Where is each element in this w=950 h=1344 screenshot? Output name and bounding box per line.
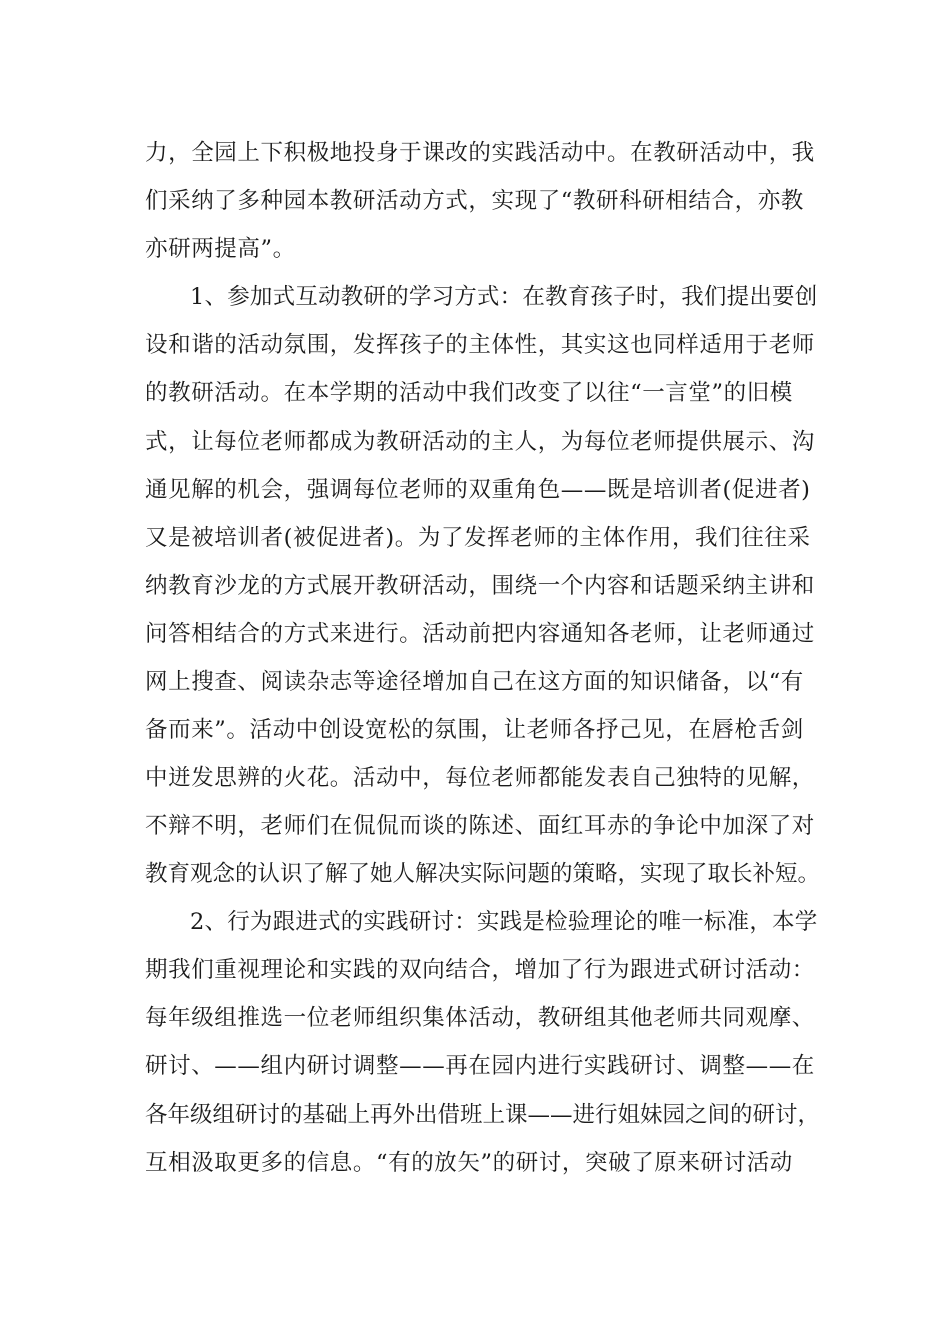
- text-line: 纳教育沙龙的方式展开教研活动，围绕一个内容和话题采纳主讲和: [145, 573, 815, 599]
- text-line: 互相汲取更多的信息。“有的放矢”的研讨，突破了原来研讨活动: [145, 1150, 793, 1176]
- text-line: 期我们重视理论和实践的双向结合，增加了行为跟进式研讨活动：: [145, 957, 815, 983]
- text-line: 的教研活动。在本学期的活动中我们改变了以往“一言堂”的旧模: [145, 380, 793, 406]
- paragraph-start-line: 1、参加式互动教研的学习方式：在教育孩子时，我们提出要创: [190, 284, 818, 310]
- paragraph-start-line: 2、行为跟进式的实践研讨：实践是检验理论的唯一标准，本学: [190, 909, 818, 935]
- text-line: 通见解的机会，强调每位老师的双重角色——既是培训者(促进者): [145, 477, 811, 503]
- text-line: 问答相结合的方式来进行。活动前把内容通知各老师，让老师通过: [145, 621, 815, 647]
- text-line: 网上搜查、阅读杂志等途径增加自己在这方面的知识储备，以“有: [145, 669, 804, 695]
- text-line: 各年级组研讨的基础上再外出借班上课——进行姐妹园之间的研讨，: [145, 1102, 821, 1128]
- text-line: 不辩不明，老师们在侃侃而谈的陈述、面红耳赤的争论中加深了对: [145, 813, 815, 839]
- text-line: 亦研两提高”。: [145, 236, 296, 262]
- text-line: 备而来”。活动中创设宽松的氛围，让老师各抒己见，在唇枪舌剑: [145, 717, 804, 743]
- text-line: 们采纳了多种园本教研活动方式，实现了“教研科研相结合，亦教: [145, 188, 804, 214]
- text-line: 研讨、——组内研讨调整——再在园内进行实践研讨、调整——在: [145, 1053, 815, 1079]
- text-line: 力，全园上下积极地投身于课改的实践活动中。在教研活动中，我: [145, 140, 815, 166]
- text-line: 又是被培训者(被促进者)。为了发挥老师的主体作用，我们往往采: [145, 525, 811, 551]
- text-line: 中迸发思辨的火花。活动中，每位老师都能发表自己独特的见解，: [145, 765, 815, 791]
- text-line: 每年级组推选一位老师组织集体活动，教研组其他老师共同观摩、: [145, 1005, 815, 1031]
- text-line: 设和谐的活动氛围，发挥孩子的主体性，其实这也同样适用于老师: [145, 332, 815, 358]
- text-line: 教育观念的认识了解了她人解决实际问题的策略，实现了取长补短。: [145, 861, 821, 887]
- text-line: 式，让每位老师都成为教研活动的主人，为每位老师提供展示、沟: [145, 429, 815, 455]
